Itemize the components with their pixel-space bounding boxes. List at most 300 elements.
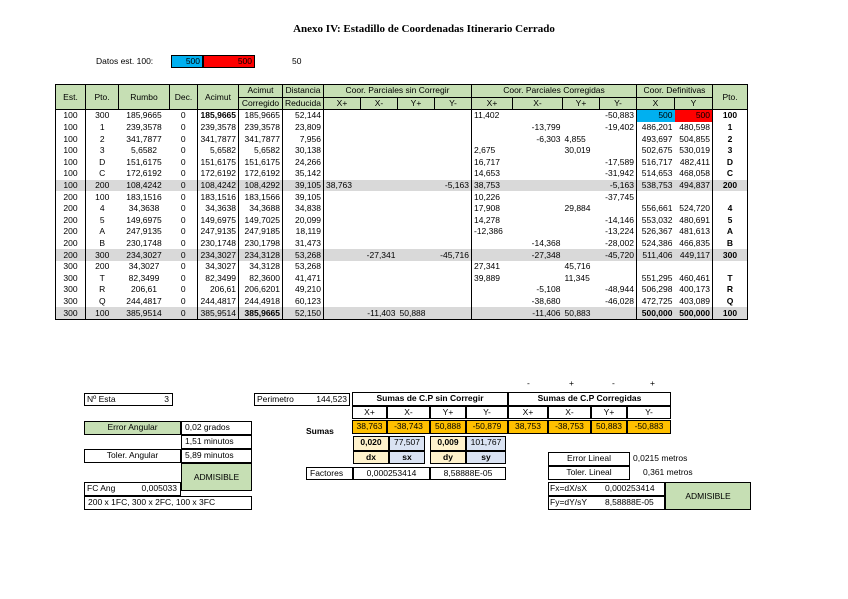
header-sx-plus: X+ [324,97,361,110]
error-angular-label: Error Angular [84,421,181,435]
table-row [56,215,748,227]
cx-minus-cell [513,168,563,180]
x-def-cell: 516,717 [637,157,675,169]
cx-minus-cell [513,261,563,273]
y-def-cell: 481,613 [679,226,710,237]
sumas-label: Sumas [306,426,334,436]
sy-label: sy [466,451,506,464]
rumbo-cell: 108,4242 [119,180,170,192]
sx-plus-cell: 38,763 [324,180,361,192]
rumbo-cell: 341,7877 [126,133,162,144]
sx-minus-cell [361,180,398,192]
cy-minus-cell [600,273,637,285]
cy-minus-cell [600,145,637,157]
x-def-cell: 493,697 [637,133,675,145]
cy-minus-cell [600,307,637,319]
acimut-corregido-cell: 5,6582 [239,145,283,157]
cx-plus-cell: 10,226 [472,191,513,203]
header-pto-end: Pto. [713,85,748,110]
sumas-sin-header: X- [387,406,430,419]
acimut-cell: 108,4242 [198,180,239,192]
admisible-lineal: ADMISIBLE [665,482,751,510]
dec-cell: 0 [180,295,186,306]
x-def-cell: 524,386 [637,238,675,250]
cx-minus-cell [513,180,563,192]
sx-minus-cell [361,296,398,308]
sx-minus-cell [361,168,398,180]
cx-plus-cell [472,249,513,261]
x-def-cell: 556,661 [637,203,675,215]
sy-plus-cell [398,145,435,157]
cy-plus-cell [563,122,600,134]
rumbo-cell: 239,3578 [126,122,162,133]
cx-minus-cell: -5,108 [536,284,561,295]
pt-end-cell [713,191,748,203]
y-def-cell: 524,720 [679,203,710,214]
dec-cell: 0 [180,238,186,249]
sy-plus-cell [398,133,435,145]
distancia-cell: 39,105 [283,180,324,192]
y-def-cell: 466,835 [679,238,710,249]
pto-cell: 200 [86,180,119,192]
pto-cell: T [86,273,119,285]
distancia-cell: 24,266 [283,157,324,169]
rumbo-cell: 385,9514 [119,307,170,319]
rumbo-cell: 230,1748 [126,238,162,249]
sx-minus-cell [361,215,398,227]
toler-lineal-label: Toler. Lineal [548,466,630,480]
sx-plus-cell [324,296,361,308]
sy-plus-cell [398,284,435,296]
pto-cell: 1 [86,122,119,134]
error-angular-v2-box [181,435,252,449]
acimut-corregido-cell: 172,6192 [239,168,283,180]
dec-cell: 0 [180,214,186,225]
table-row [56,110,748,122]
sumas-sin-header: Y- [466,406,508,419]
est-cell: 200 [56,238,86,250]
acimut-cell: 151,6175 [198,157,239,169]
table-row [56,180,748,192]
header-sy-plus: Y+ [398,97,435,110]
dec-cell: 0 [180,133,186,144]
dec-cell: 0 [170,307,198,319]
sy-minus-cell [435,133,472,145]
distancia-cell: 39,105 [283,191,324,203]
y-def-cell: 504,855 [679,133,710,144]
pto-cell: A [86,226,119,238]
page-title: Anexo IV: Estadillo de Coordenadas Itinerario Cerrado [293,23,555,35]
x-def-cell: 500 [637,110,675,122]
cx-minus-cell: -27,348 [513,249,563,261]
cx-plus-cell: 14,278 [472,215,513,227]
est-cell: 200 [56,249,86,261]
cy-plus-cell [563,238,600,250]
distancia-cell: 20,099 [283,215,324,227]
sign-1: - [527,378,530,388]
cy-minus-cell [600,203,637,215]
dec-cell: 0 [180,284,186,295]
pt-end-cell: C [713,168,748,180]
cy-plus-cell [563,191,600,203]
est-cell: 100 [56,157,86,169]
dec-cell: 0 [180,156,186,167]
table-row [56,296,748,308]
acimut-cell: 239,3578 [198,122,239,134]
acimut-corregido-cell: 385,9665 [239,307,283,319]
pt-end-cell: Q [713,296,748,308]
sumas-con-title: Sumas de C.P Corregidas [508,392,671,406]
x-def-cell: 506,298 [637,284,675,296]
sy-plus-cell [398,168,435,180]
acimut-cell: 206,61 [198,284,239,296]
sy-plus-cell [398,249,435,261]
rumbo-cell: 34,3027 [128,261,160,272]
pt-end-cell: D [713,157,748,169]
acimut-cell: 5,6582 [198,145,239,157]
dec-cell: 0 [170,249,198,261]
y-def-cell: 494,837 [675,180,713,192]
sy-minus-cell [435,215,472,227]
cy-plus-cell: 45,716 [564,261,591,272]
sumas-sin-title: Sumas de C.P sin Corregir [352,392,508,406]
error-angular-u2: minutos [203,436,234,446]
dec-cell: 0 [180,261,186,272]
rumbo-cell: 34,3638 [128,203,160,214]
cx-minus-cell [513,226,563,238]
factores-label: Factores [306,467,353,480]
y-def-cell: 530,019 [679,145,710,156]
cx-minus-cell [513,203,563,215]
fy-value: 8,58888E-05 [605,497,654,507]
acimut-corregido-cell: 234,3128 [239,249,283,261]
coordinates-table [55,84,748,320]
x-def-cell: 553,032 [637,215,675,227]
distancia-cell: 18,119 [283,226,324,238]
cy-minus-cell: -45,720 [600,249,637,261]
sy-plus-cell [398,238,435,250]
header-cd: Coor. Definitivas [637,85,713,98]
acimut-cell: 341,7877 [198,133,239,145]
table-row [56,203,748,215]
fx-label: Fx=dX/sX [550,483,588,493]
y-def-cell: 480,598 [679,122,710,133]
pto-cell: C [86,168,119,180]
cx-plus-cell [472,307,513,319]
sx-plus-cell [324,261,361,273]
acimut-corregido-cell: 244,4918 [239,296,283,308]
y-def-cell: 500 [675,110,713,122]
sy-plus-cell [398,215,435,227]
pt-end-cell: 100 [713,307,748,319]
cx-plus-cell [472,133,513,145]
distancia-cell: 52,144 [283,110,324,122]
sx-plus-cell [324,145,361,157]
header-dec: Dec. [170,85,198,110]
acimut-corregido-cell: 151,6175 [239,157,283,169]
table-row [56,284,748,296]
acimut-cell: 244,4817 [198,296,239,308]
cy-minus-cell: -28,002 [605,238,634,249]
x-def-cell: 538,753 [637,180,675,192]
sy-minus-cell [435,168,472,180]
cy-minus-cell: -31,942 [605,168,634,179]
sy-plus-cell [398,180,435,192]
table-row [56,249,748,261]
toler-angular-box [181,449,252,463]
error-angular-v2: 1,51 [185,436,202,446]
sy-minus-cell: -5,163 [435,180,472,192]
dx-label: dx [353,451,389,464]
est-cell: 100 [56,168,86,180]
pto-cell: R [86,284,119,296]
acimut-corregido-cell: 341,7877 [239,133,283,145]
table-row [56,133,748,145]
n-est-box [84,393,173,406]
acimut-cell: 34,3638 [198,203,239,215]
fy-label: Fy=dY/sY [550,497,588,507]
sx-plus-cell [324,122,361,134]
est-cell: 100 [56,145,86,157]
header-sy-minus: Y- [435,97,472,110]
toler-lineal-unit: metros [666,467,693,477]
dec-cell: 0 [180,272,186,283]
rumbo-cell: 234,3027 [119,249,170,261]
dy-label: dy [430,451,466,464]
rumbo-cell: 82,3499 [128,272,160,283]
est-cell: 300 [56,284,86,296]
datos-z: 50 [292,56,302,66]
cy-plus-cell: 11,345 [564,272,590,283]
sx-plus-cell [324,249,361,261]
toler-angular-unit: minutos [203,450,234,460]
pto-cell: B [86,238,119,250]
x-def-cell: 472,725 [637,296,675,308]
sx-plus-cell [324,307,361,319]
table-row [56,168,748,180]
cy-minus-cell: -46,028 [605,295,634,306]
dec-cell: 0 [180,226,186,237]
sy-minus-cell [435,273,472,285]
y-def-cell: 400,173 [679,284,710,295]
sx-plus-cell [324,226,361,238]
pto-cell: 300 [86,110,119,122]
sy-minus-cell [435,122,472,134]
cx-plus-cell: 27,341 [472,261,513,273]
sign-2: + [569,378,574,388]
header-pto: Pto. [86,85,119,110]
pto-cell: 100 [86,307,119,319]
header-y: Y [675,97,713,110]
x-def-cell: 551,295 [637,273,675,285]
pto-cell: 3 [86,145,119,157]
distancia-cell: 35,142 [283,168,324,180]
dec-cell: 0 [180,191,186,202]
acimut-cell: 385,9514 [198,307,239,319]
sy-plus-cell [398,203,435,215]
sx-minus-cell [361,226,398,238]
sumas-con-value: -50,883 [627,420,671,434]
table-row [56,238,748,250]
sy-plus-cell [398,273,435,285]
x-def-cell: 514,653 [637,168,675,180]
pto-cell: 300 [86,249,119,261]
sx-minus-cell: -27,341 [361,249,398,261]
sx-plus-cell [324,284,361,296]
table-row [56,157,748,169]
acimut-corregido-cell: 34,3688 [239,203,283,215]
cy-plus-cell [563,168,600,180]
header-acimut-corr-2: Corregido [239,97,283,110]
rumbo-cell: 149,6975 [126,214,162,225]
est-cell: 300 [56,261,86,273]
sumas-sin-value: -50,879 [466,420,508,434]
pt-end-cell: 2 [713,133,748,145]
fc-ang-box [84,482,181,496]
sx-plus-cell [324,203,361,215]
datos-y: 500 [203,55,255,68]
sx-plus-cell [324,238,361,250]
pto-cell: 100 [86,191,119,203]
fx-value: 0,000253414 [605,483,655,493]
sumas-sin-value: 50,888 [430,420,466,434]
acimut-cell: 230,1748 [198,238,239,250]
pt-end-cell: 100 [713,110,748,122]
factores-v2: 8,58888E-05 [430,467,506,480]
sy-plus-cell [398,191,435,203]
sx-plus-cell [324,110,361,122]
error-lineal-label: Error Lineal [548,452,630,466]
pto-cell: D [86,157,119,169]
cx-minus-cell [513,145,563,157]
acimut-cell: 172,6192 [198,168,239,180]
factores-v1: 0,000253414 [353,467,430,480]
rumbo-cell: 183,1516 [126,191,162,202]
sy-minus-cell [435,157,472,169]
x-def-cell [637,191,675,203]
est-cell: 300 [56,307,86,319]
cy-plus-cell: 29,884 [564,203,591,214]
table-row [56,145,748,157]
sy-minus-cell [435,110,472,122]
sy-minus-cell [435,191,472,203]
table-row [56,122,748,134]
sx-minus-cell [361,157,398,169]
cy-plus-cell [563,180,600,192]
acimut-corregido-cell: 206,6201 [239,284,283,296]
x-def-cell: 500,000 [637,307,675,319]
cy-plus-cell [563,110,600,122]
cy-minus-cell: -13,224 [605,226,634,237]
rumbo-cell: 5,6582 [131,145,157,156]
header-cy-minus: Y- [600,97,637,110]
sy-plus-cell: 50,888 [398,307,435,319]
est-cell: 100 [56,110,86,122]
sy-value: 101,767 [466,436,506,451]
acimut-cell: 34,3027 [198,261,239,273]
cy-plus-cell [563,249,600,261]
distancia-cell: 53,268 [283,261,324,273]
sx-plus-cell [324,133,361,145]
header-cx-plus: X+ [472,97,513,110]
table-row [56,226,748,238]
cy-plus-cell [563,284,600,296]
distancia-cell: 31,473 [283,238,324,250]
est-cell: 300 [56,296,86,308]
est-cell: 200 [56,191,86,203]
cy-minus-cell: -37,745 [605,191,634,202]
pt-end-cell: 200 [713,180,748,192]
cy-minus-cell: -17,589 [605,156,634,167]
fc-ang-value: 0,005033 [141,483,177,493]
est-cell: 100 [56,180,86,192]
header-sx-minus: X- [361,97,398,110]
acimut-corregido-cell: 108,4292 [239,180,283,192]
perimetro-value: 144,523 [316,394,347,404]
pt-end-cell: 5 [713,215,748,227]
pt-end-cell: T [713,273,748,285]
sumas-con-header: X+ [508,406,548,419]
acimut-cell: 247,9135 [198,226,239,238]
cx-minus-cell: -38,680 [531,295,561,306]
rumbo-cell: 185,9665 [126,110,162,121]
y-def-cell [675,261,713,273]
cx-minus-cell [513,191,563,203]
cy-minus-cell: -48,944 [605,284,634,295]
sx-minus-cell [361,203,398,215]
header-rumbo: Rumbo [119,85,170,110]
cy-minus-cell: -50,883 [605,110,634,121]
table-row [56,273,748,285]
dec-cell: 0 [180,122,186,133]
sx-value: 77,507 [389,436,425,451]
cy-minus-cell: -14,146 [605,214,634,225]
sx-label: sx [389,451,425,464]
sx-minus-cell [361,145,398,157]
perimetro-label: Perimetro [257,394,294,404]
datos-x: 500 [171,55,203,68]
pto-cell: 4 [86,203,119,215]
cy-plus-cell: 50,883 [563,307,600,319]
dec-cell: 0 [180,110,186,121]
acimut-cell: 149,6975 [198,215,239,227]
sy-plus-cell [398,110,435,122]
acimut-corregido-cell: 247,9185 [239,226,283,238]
y-def-cell: 403,089 [679,295,710,306]
acimut-cell: 82,3499 [198,273,239,285]
sy-minus-cell [435,307,472,319]
cy-minus-cell [600,261,637,273]
rumbo-cell: 172,6192 [126,168,162,179]
fx-box [548,482,665,496]
rumbo-cell: 151,6175 [126,156,162,167]
rumbo-cell: 206,61 [131,284,157,295]
cx-plus-cell: 11,402 [472,110,513,122]
cy-plus-cell [563,296,600,308]
cx-plus-cell: 14,653 [472,168,513,180]
distancia-cell: 53,268 [283,249,324,261]
sumas-con-header: Y+ [591,406,627,419]
admisible-angular: ADMISIBLE [181,463,252,491]
toler-angular-value: 5,89 [185,450,202,460]
est-cell: 100 [56,122,86,134]
cx-plus-cell: 39,889 [472,273,513,285]
distancia-cell: 34,838 [283,203,324,215]
header-cy-plus: Y+ [563,97,600,110]
sy-plus-cell [398,261,435,273]
n-est-label: Nº Esta [87,394,116,404]
sy-minus-cell [435,261,472,273]
